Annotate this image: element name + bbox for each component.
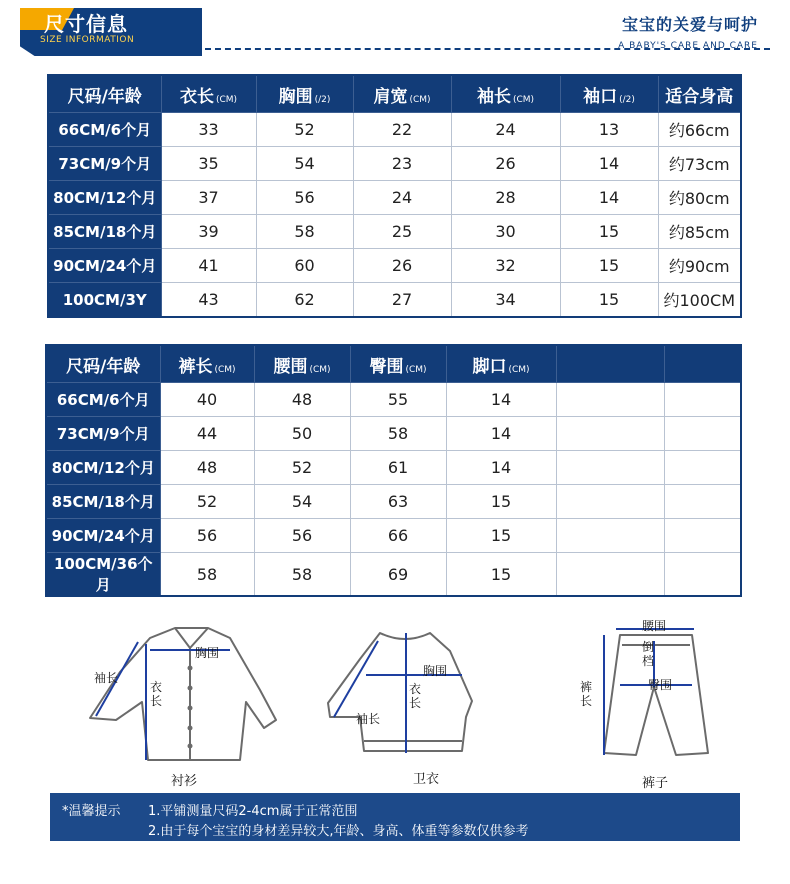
size-label-cell: 100CM/36个月 bbox=[46, 553, 160, 597]
sweater-chest-label: 胸围 bbox=[423, 664, 448, 678]
table-cell: 约80cm bbox=[658, 181, 741, 215]
column-header-name: 肩宽 bbox=[373, 86, 408, 107]
column-header-name: 袖口 bbox=[583, 86, 618, 107]
pants-crotch-label: 倒档 bbox=[642, 640, 655, 668]
table-cell: 30 bbox=[451, 215, 560, 249]
table-cell: 66 bbox=[350, 519, 446, 553]
table-cell: 56 bbox=[256, 181, 353, 215]
table-cell: 69 bbox=[350, 553, 446, 597]
table-row bbox=[48, 283, 741, 318]
column-header-name: 脚口 bbox=[472, 356, 507, 377]
brand-block bbox=[618, 12, 758, 51]
table-cell: 56 bbox=[254, 519, 350, 553]
shirt-diagram bbox=[80, 620, 290, 770]
table-cell: 32 bbox=[451, 249, 560, 283]
table-cell: 55 bbox=[350, 383, 446, 417]
table-cell: 约66cm bbox=[658, 113, 741, 147]
shirt-sleeve-label: 袖长 bbox=[94, 671, 119, 685]
table-cell: 58 bbox=[160, 553, 254, 597]
column-header bbox=[353, 75, 451, 113]
size-label-cell: 100CM/3Y bbox=[48, 283, 161, 318]
table-cell bbox=[664, 553, 741, 597]
table-row bbox=[46, 451, 741, 485]
section-title: 尺寸信息 bbox=[44, 12, 128, 36]
brand-slogan: 宝宝的关爱与呵护 bbox=[621, 15, 758, 34]
table-cell: 26 bbox=[353, 249, 451, 283]
table-cell bbox=[556, 519, 664, 553]
size-label-cell: 85CM/18个月 bbox=[46, 485, 160, 519]
table-cell: 61 bbox=[350, 451, 446, 485]
table-cell bbox=[664, 417, 741, 451]
column-header-unit: (CM) bbox=[409, 94, 431, 105]
table-cell: 13 bbox=[560, 113, 658, 147]
table-cell: 14 bbox=[446, 383, 556, 417]
pants-outline-icon bbox=[604, 635, 708, 755]
table-cell bbox=[664, 451, 741, 485]
table-cell: 48 bbox=[254, 383, 350, 417]
top-size-table bbox=[47, 74, 742, 318]
table-cell: 58 bbox=[256, 215, 353, 249]
tips-label: *温馨提示 bbox=[62, 804, 121, 819]
table-cell: 37 bbox=[161, 181, 256, 215]
size-label-cell: 85CM/18个月 bbox=[48, 215, 161, 249]
column-header bbox=[658, 75, 741, 113]
pants-waist-label: 腰围 bbox=[642, 619, 667, 633]
table-cell: 52 bbox=[254, 451, 350, 485]
table-cell: 24 bbox=[451, 113, 560, 147]
table-cell: 15 bbox=[560, 215, 658, 249]
table-cell bbox=[664, 519, 741, 553]
table-cell: 约85cm bbox=[658, 215, 741, 249]
size-label-cell: 80CM/12个月 bbox=[48, 181, 161, 215]
pants-length-label: 裤长 bbox=[580, 680, 593, 708]
column-header bbox=[350, 345, 446, 383]
column-header bbox=[256, 75, 353, 113]
table-cell: 15 bbox=[560, 249, 658, 283]
column-header-name: 胸围 bbox=[278, 86, 313, 107]
table-cell: 28 bbox=[451, 181, 560, 215]
table-cell: 23 bbox=[353, 147, 451, 181]
table-row bbox=[46, 485, 741, 519]
column-header-unit: (CM) bbox=[512, 94, 535, 105]
table-cell: 58 bbox=[350, 417, 446, 451]
column-header bbox=[664, 345, 741, 383]
column-header-unit: (CM) bbox=[405, 364, 427, 375]
table-cell: 52 bbox=[256, 113, 353, 147]
column-header-name: 尺码/年龄 bbox=[66, 356, 141, 377]
column-header-name: 腰围 bbox=[273, 356, 308, 377]
table-row bbox=[48, 113, 741, 147]
table-cell: 22 bbox=[353, 113, 451, 147]
table-cell: 48 bbox=[160, 451, 254, 485]
table-cell: 54 bbox=[254, 485, 350, 519]
column-header-name: 臀围 bbox=[369, 356, 404, 377]
column-header bbox=[46, 345, 160, 383]
table-cell bbox=[664, 383, 741, 417]
table-cell: 62 bbox=[256, 283, 353, 318]
column-header bbox=[160, 345, 254, 383]
table-cell: 14 bbox=[560, 147, 658, 181]
table-cell: 14 bbox=[560, 181, 658, 215]
column-header bbox=[446, 345, 556, 383]
size-label-cell: 90CM/24个月 bbox=[48, 249, 161, 283]
table-cell bbox=[556, 451, 664, 485]
table-row bbox=[46, 383, 741, 417]
table-cell: 39 bbox=[161, 215, 256, 249]
table-cell: 34 bbox=[451, 283, 560, 318]
bottom-size-table bbox=[45, 344, 742, 597]
table-row bbox=[48, 181, 741, 215]
table-cell: 15 bbox=[446, 485, 556, 519]
table-header-row bbox=[48, 75, 741, 113]
size-label-cell: 66CM/6个月 bbox=[46, 383, 160, 417]
column-header-name: 衣长 bbox=[179, 86, 214, 107]
table-cell: 约73cm bbox=[658, 147, 741, 181]
table-row bbox=[48, 215, 741, 249]
table-cell: 14 bbox=[446, 451, 556, 485]
shirt-chest-label: 胸围 bbox=[195, 646, 220, 660]
column-header-name: 裤长 bbox=[178, 356, 213, 377]
brand-slogan-en: A BABY'S CARE AND CARE bbox=[618, 41, 758, 51]
tips-line-1: 1.平铺测量尺码2-4cm属于正常范围 bbox=[148, 804, 358, 819]
size-label-cell: 66CM/6个月 bbox=[48, 113, 161, 147]
column-header-unit: (CM) bbox=[214, 364, 236, 375]
table-row bbox=[46, 553, 741, 597]
table-cell bbox=[556, 485, 664, 519]
table-cell: 41 bbox=[161, 249, 256, 283]
table-cell: 54 bbox=[256, 147, 353, 181]
table-cell: 56 bbox=[160, 519, 254, 553]
table-cell: 50 bbox=[254, 417, 350, 451]
table-cell: 约100CM bbox=[658, 283, 741, 318]
table-cell: 14 bbox=[446, 417, 556, 451]
column-header-name: 适合身高 bbox=[665, 86, 734, 107]
sweater-sleeve-label: 袖长 bbox=[356, 712, 381, 726]
column-header-unit: (CM) bbox=[309, 364, 331, 375]
column-header-unit: (/2) bbox=[314, 94, 331, 105]
table-cell: 63 bbox=[350, 485, 446, 519]
pants-caption: 裤子 bbox=[642, 776, 669, 791]
column-header bbox=[556, 345, 664, 383]
table-cell: 44 bbox=[160, 417, 254, 451]
section-subtitle: SIZE INFORMATION bbox=[40, 35, 135, 45]
table-cell: 15 bbox=[446, 553, 556, 597]
table-cell: 43 bbox=[161, 283, 256, 318]
table-cell: 33 bbox=[161, 113, 256, 147]
column-header bbox=[48, 75, 161, 113]
column-header-name: 尺码/年龄 bbox=[67, 86, 142, 107]
table-row bbox=[46, 417, 741, 451]
size-label-cell: 80CM/12个月 bbox=[46, 451, 160, 485]
size-label-cell: 90CM/24个月 bbox=[46, 519, 160, 553]
column-header-name: 袖长 bbox=[476, 86, 511, 107]
tips-line-2: 2.由于每个宝宝的身材差异较大,年龄、身高、体重等参数仅供参考 bbox=[148, 824, 529, 839]
size-label-cell: 73CM/9个月 bbox=[48, 147, 161, 181]
table-row bbox=[48, 249, 741, 283]
table-cell bbox=[556, 383, 664, 417]
table-cell: 58 bbox=[254, 553, 350, 597]
table-row bbox=[48, 147, 741, 181]
column-header-unit: (CM) bbox=[508, 364, 530, 375]
tips-box bbox=[50, 793, 740, 841]
table-row bbox=[46, 519, 741, 553]
column-header-unit: (/2) bbox=[619, 94, 635, 105]
shirt-outline-icon bbox=[90, 628, 276, 760]
sweater-caption: 卫衣 bbox=[413, 772, 440, 787]
table-header-row bbox=[46, 345, 741, 383]
table-cell: 26 bbox=[451, 147, 560, 181]
column-header bbox=[560, 75, 658, 113]
table-cell: 40 bbox=[160, 383, 254, 417]
sweater-diagram bbox=[320, 625, 480, 765]
table-cell bbox=[556, 553, 664, 597]
table-cell: 27 bbox=[353, 283, 451, 318]
shirt-length-label: 衣长 bbox=[150, 680, 163, 708]
column-header-unit: (CM) bbox=[215, 94, 238, 105]
size-label-cell: 73CM/9个月 bbox=[46, 417, 160, 451]
shirt-caption: 衬衫 bbox=[171, 774, 198, 789]
pants-hip-label: 臀围 bbox=[648, 678, 673, 692]
table-cell: 35 bbox=[161, 147, 256, 181]
column-header bbox=[161, 75, 256, 113]
table-cell: 25 bbox=[353, 215, 451, 249]
sweater-length-label: 衣长 bbox=[409, 682, 422, 710]
column-header bbox=[451, 75, 560, 113]
table-cell: 24 bbox=[353, 181, 451, 215]
table-cell bbox=[664, 485, 741, 519]
table-cell: 约90cm bbox=[658, 249, 741, 283]
column-header bbox=[254, 345, 350, 383]
table-cell: 60 bbox=[256, 249, 353, 283]
table-cell bbox=[556, 417, 664, 451]
table-cell: 15 bbox=[446, 519, 556, 553]
table-cell: 52 bbox=[160, 485, 254, 519]
table-cell: 15 bbox=[560, 283, 658, 318]
